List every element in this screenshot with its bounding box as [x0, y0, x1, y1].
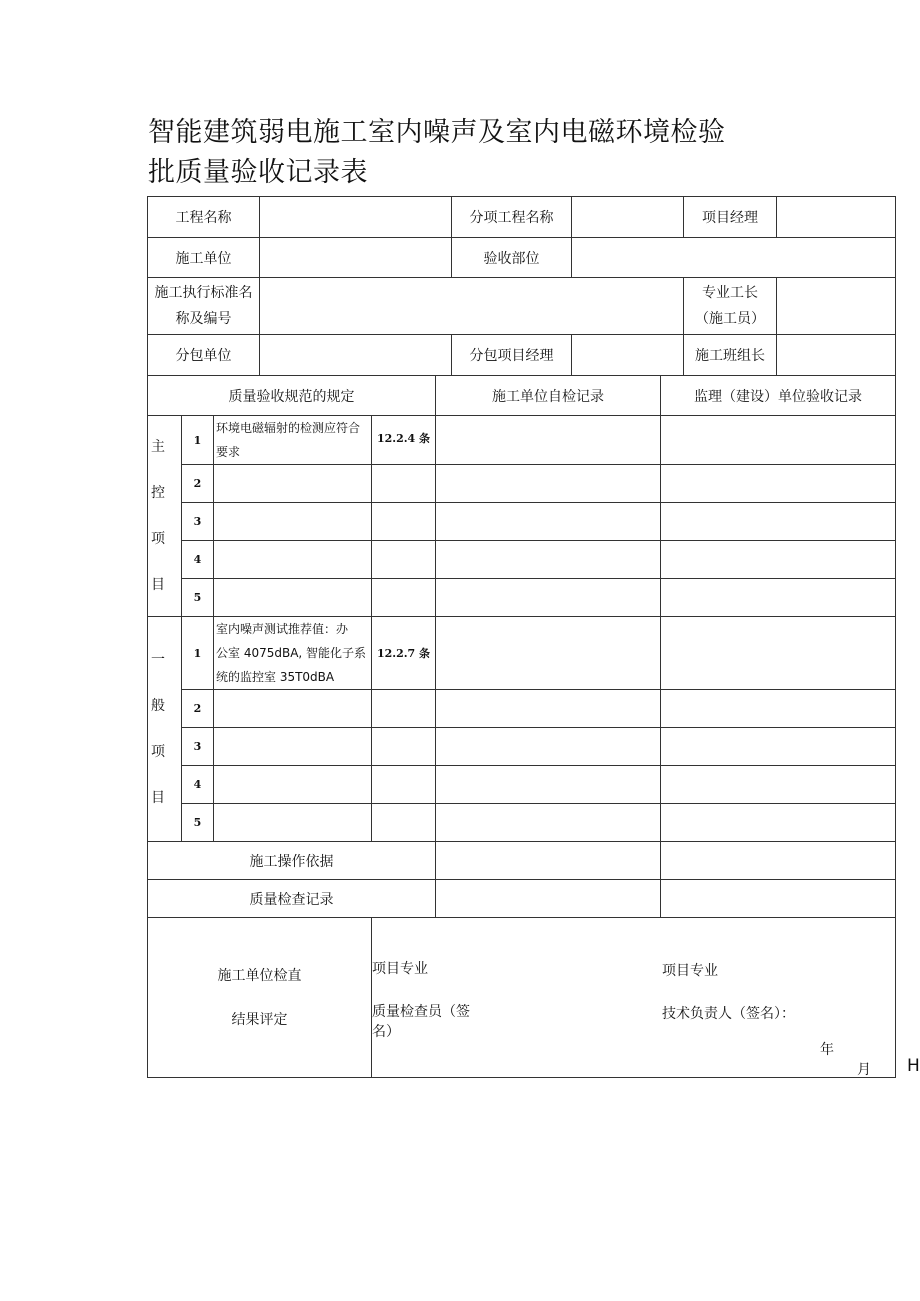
row-number: 2	[182, 465, 214, 503]
self-check-cell[interactable]	[436, 617, 661, 690]
subcontract-unit-label: 分包单位	[148, 335, 260, 376]
supervision-cell[interactable]	[661, 465, 896, 503]
row-number: 5	[182, 579, 214, 617]
supervision-cell[interactable]	[661, 728, 896, 766]
acceptance-part-label: 验收部位	[452, 238, 572, 278]
right-signer-role: 技术负责人（签名）：	[662, 1006, 795, 1022]
supervision-cell[interactable]	[661, 690, 896, 728]
standard-label: 施工执行标准名 称及编号	[148, 278, 260, 335]
general-item-text: 室内噪声测试推荐值：办 公室 4075dBA, 智能化子系 统的监控室 35T0dBA	[214, 617, 372, 690]
construction-unit-field[interactable]	[260, 238, 452, 278]
title-line-2: 批质量验收记录表	[148, 157, 368, 188]
supervision-cell[interactable]	[661, 503, 896, 541]
quality-self-check-cell[interactable]	[436, 880, 661, 918]
item-cell[interactable]	[214, 690, 372, 728]
spec-column-header: 质量验收规范的规定	[148, 376, 436, 416]
basis-label: 施工操作依据	[148, 842, 436, 880]
right-signer-title: 项目专业	[662, 963, 718, 979]
evaluation-signature-area[interactable]	[372, 918, 920, 1078]
item-cell[interactable]	[214, 541, 372, 579]
left-signer-role-end: 名）	[372, 1024, 400, 1040]
main-item-clause: 12.2.4 条	[372, 416, 436, 465]
supervision-cell[interactable]	[661, 541, 896, 579]
left-signer-title: 项目专业	[372, 961, 428, 977]
supervision-cell[interactable]	[661, 617, 896, 690]
date-day: H	[907, 1056, 920, 1076]
supervision-cell[interactable]	[661, 416, 896, 465]
sub-project-label: 分项工程名称	[452, 197, 572, 238]
subcontract-manager-label: 分包项目经理	[452, 335, 572, 376]
construction-unit-label: 施工单位	[148, 238, 260, 278]
self-check-cell[interactable]	[436, 690, 661, 728]
project-manager-label: 项目经理	[684, 197, 777, 238]
date-year: 年	[820, 1042, 834, 1058]
project-name-field[interactable]	[260, 197, 452, 238]
self-check-cell[interactable]	[436, 728, 661, 766]
self-check-cell[interactable]	[436, 541, 661, 579]
item-cell[interactable]	[214, 728, 372, 766]
item-cell[interactable]	[214, 766, 372, 804]
title-line-1: 智能建筑弱电施工室内噪声及室内电磁环境检验	[148, 117, 726, 148]
supervision-column-header: 监理（建设）单位验收记录	[661, 376, 896, 416]
general-item-clause: 12.2.7 条	[372, 617, 436, 690]
team-leader-field[interactable]	[777, 335, 896, 376]
sub-project-field[interactable]	[572, 197, 684, 238]
foreman-label: 专业工长 （施工员）	[684, 278, 777, 335]
row-number: 3	[182, 503, 214, 541]
item-cell[interactable]	[214, 503, 372, 541]
supervision-cell[interactable]	[661, 766, 896, 804]
self-check-cell[interactable]	[436, 503, 661, 541]
acceptance-part-field[interactable]	[572, 238, 896, 278]
clause-cell[interactable]	[372, 541, 436, 579]
clause-cell[interactable]	[372, 579, 436, 617]
project-name-label: 工程名称	[148, 197, 260, 238]
inspection-table	[147, 375, 920, 1078]
clause-cell[interactable]	[372, 728, 436, 766]
team-leader-label: 施工班组长	[684, 335, 777, 376]
general-label: 一 般 项 目	[148, 617, 182, 842]
page-title	[148, 113, 808, 193]
clause-cell[interactable]	[372, 766, 436, 804]
self-check-cell[interactable]	[436, 766, 661, 804]
left-signer-role: 质量检查员（签	[372, 1004, 470, 1020]
main-item-text: 环境电磁辐射的检测应符合要求	[214, 416, 372, 465]
row-number: 3	[182, 728, 214, 766]
basis-self-check-cell[interactable]	[436, 842, 661, 880]
self-check-cell[interactable]	[436, 416, 661, 465]
supervision-cell[interactable]	[661, 579, 896, 617]
date-month: 月	[857, 1062, 871, 1078]
row-number: 4	[182, 766, 214, 804]
row-number: 1	[182, 617, 214, 690]
quality-record-label: 质量检查记录	[148, 880, 436, 918]
quality-supervision-cell[interactable]	[661, 880, 896, 918]
header-table	[147, 196, 896, 376]
clause-cell[interactable]	[372, 690, 436, 728]
subcontract-manager-field[interactable]	[572, 335, 684, 376]
row-number: 2	[182, 690, 214, 728]
row-number: 1	[182, 416, 214, 465]
self-check-cell[interactable]	[436, 579, 661, 617]
supervision-cell[interactable]	[661, 804, 896, 842]
project-manager-field[interactable]	[777, 197, 896, 238]
item-cell[interactable]	[214, 579, 372, 617]
row-number: 4	[182, 541, 214, 579]
item-cell[interactable]	[214, 804, 372, 842]
evaluation-label: 施工单位检直 结果评定	[148, 918, 372, 1078]
clause-cell[interactable]	[372, 465, 436, 503]
foreman-field[interactable]	[777, 278, 896, 335]
standard-field[interactable]	[260, 278, 684, 335]
row-number: 5	[182, 804, 214, 842]
clause-cell[interactable]	[372, 804, 436, 842]
self-check-cell[interactable]	[436, 804, 661, 842]
clause-cell[interactable]	[372, 503, 436, 541]
self-check-cell[interactable]	[436, 465, 661, 503]
subcontract-unit-field[interactable]	[260, 335, 452, 376]
basis-supervision-cell[interactable]	[661, 842, 896, 880]
self-check-column-header: 施工单位自检记录	[436, 376, 661, 416]
main-control-label: 主 控 项 目	[148, 416, 182, 617]
item-cell[interactable]	[214, 465, 372, 503]
